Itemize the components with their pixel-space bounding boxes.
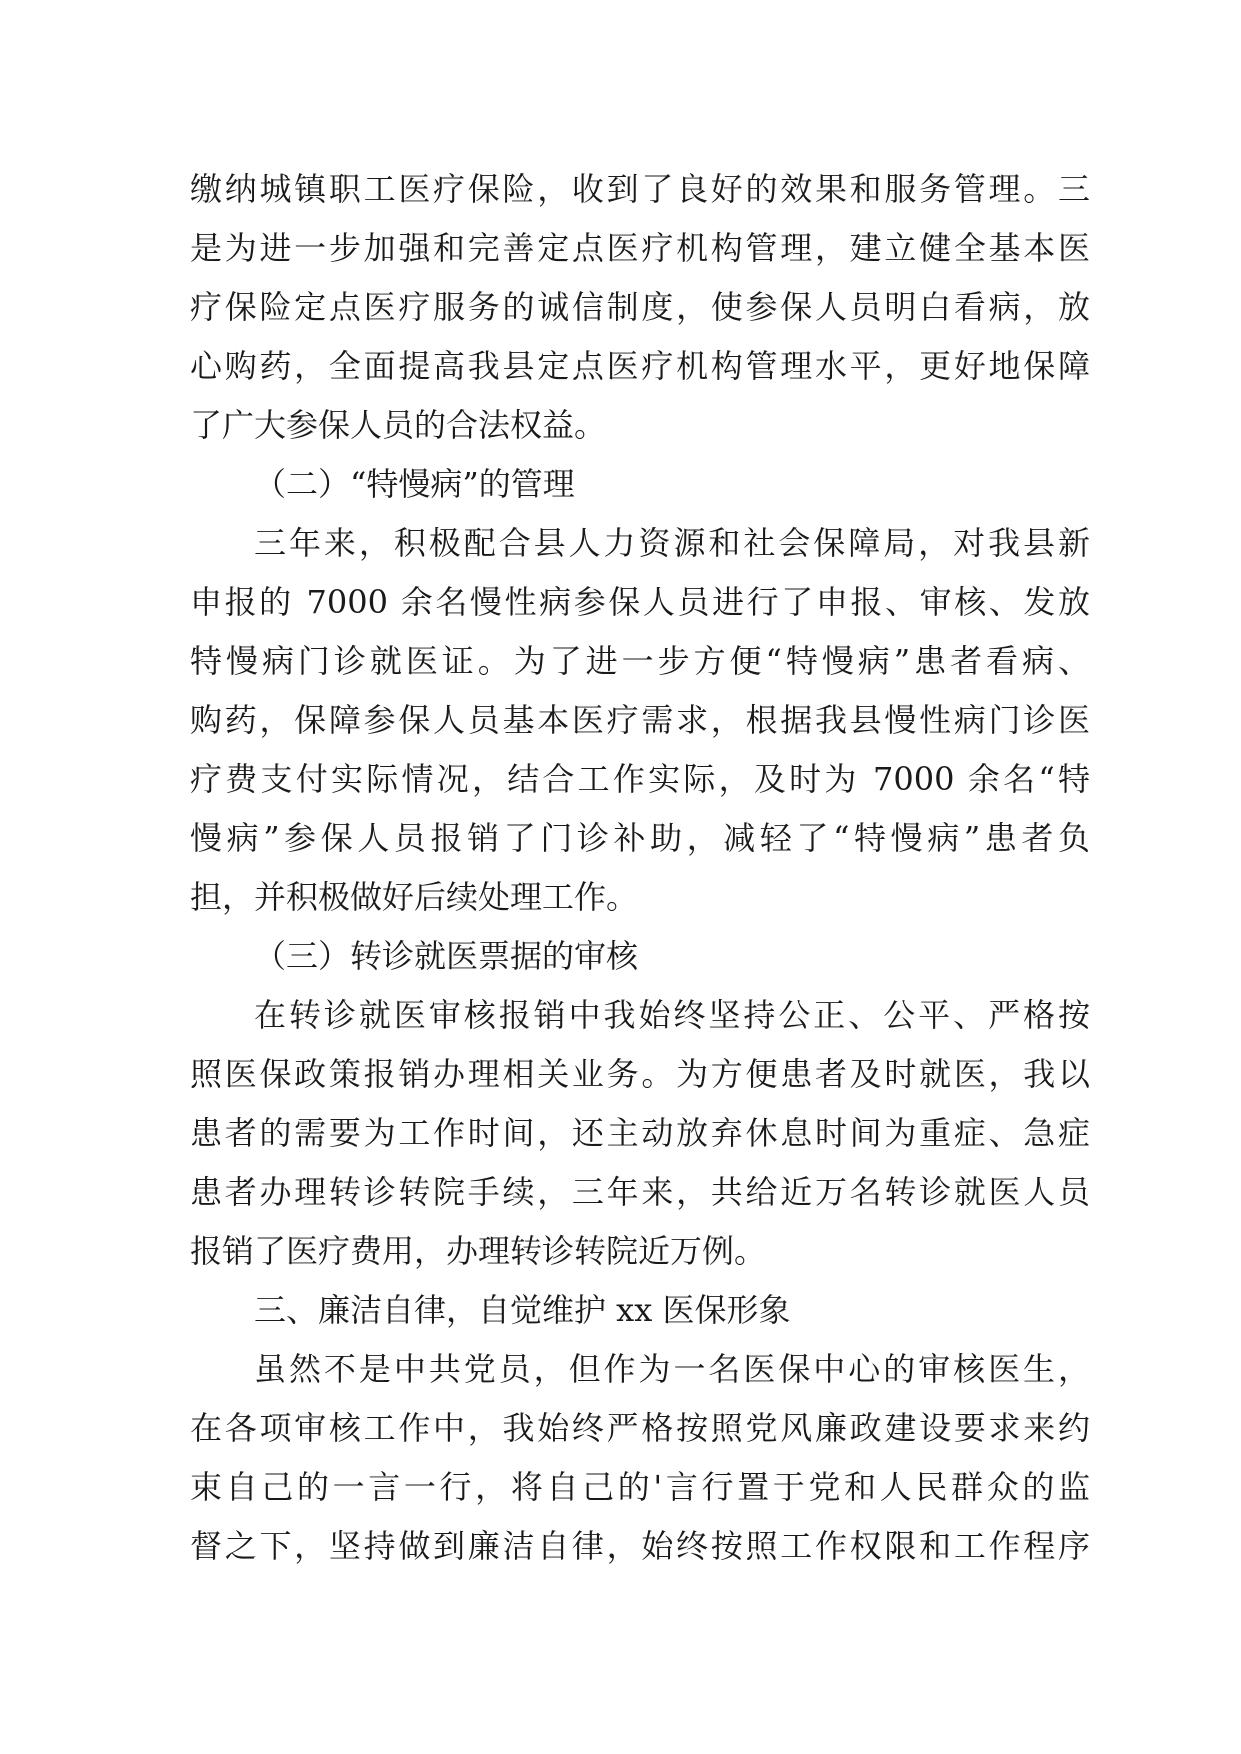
text-line: 缴纳城镇职工医疗保险，收到了良好的效果和服务管理。三 — [190, 170, 1090, 208]
text-line: 虽然不是中共党员，但作为一名医保中心的审核医生， — [254, 1350, 1090, 1388]
text-line: 疗保险定点医疗服务的诚信制度，使参保人员明白看病，放 — [190, 288, 1090, 326]
text-line: 购药，保障参保人员基本医疗需求，根据我县慢性病门诊医 — [190, 701, 1090, 739]
document-page — [190, 160, 1090, 1576]
text-line: 束自己的一言一行，将自己的'言行置于党和人民群众的监 — [190, 1468, 1090, 1506]
text-line: 三年来，积极配合县人力资源和社会保障局，对我县新 — [254, 524, 1090, 562]
text-line: 在各项审核工作中，我始终严格按照党风廉政建设要求来约 — [190, 1409, 1090, 1447]
text-line: 照医保政策报销办理相关业务。为方便患者及时就医，我以 — [190, 1055, 1090, 1093]
text-line: 患者的需要为工作时间，还主动放弃休息时间为重症、急症 — [190, 1114, 1090, 1152]
text-line: 患者办理转诊转院手续，三年来，共给近万名转诊就医人员 — [190, 1173, 1090, 1211]
text-line: 申报的 7000 余名慢性病参保人员进行了申报、审核、发放 — [190, 583, 1090, 621]
section-heading: 三、廉洁自律，自觉维护 xx 医保形象 — [254, 1291, 791, 1329]
text-line: 慢病”参保人员报销了门诊补助，减轻了“特慢病”患者负 — [190, 819, 1090, 857]
section-heading: （三）转诊就医票据的审核 — [254, 937, 639, 975]
text-line: 报销了医疗费用，办理转诊转院近万例。 — [190, 1232, 767, 1270]
text-line: 在转诊就医审核报销中我始终坚持公正、公平、严格按 — [254, 996, 1090, 1034]
text-line: 是为进一步加强和完善定点医疗机构管理，建立健全基本医 — [190, 229, 1090, 267]
text-line: 了广大参保人员的合法权益。 — [190, 406, 607, 444]
text-line: 督之下，坚持做到廉洁自律，始终按照工作权限和工作程序 — [190, 1527, 1090, 1565]
text-line: 特慢病门诊就医证。为了进一步方便“特慢病”患者看病、 — [190, 642, 1090, 680]
text-line: 心购药，全面提高我县定点医疗机构管理水平，更好地保障 — [190, 347, 1090, 385]
section-heading: （二）“特慢病”的管理 — [254, 465, 575, 503]
text-line: 疗费支付实际情况，结合工作实际，及时为 7000 余名“特 — [190, 760, 1090, 798]
text-line: 担，并积极做好后续处理工作。 — [190, 878, 639, 916]
